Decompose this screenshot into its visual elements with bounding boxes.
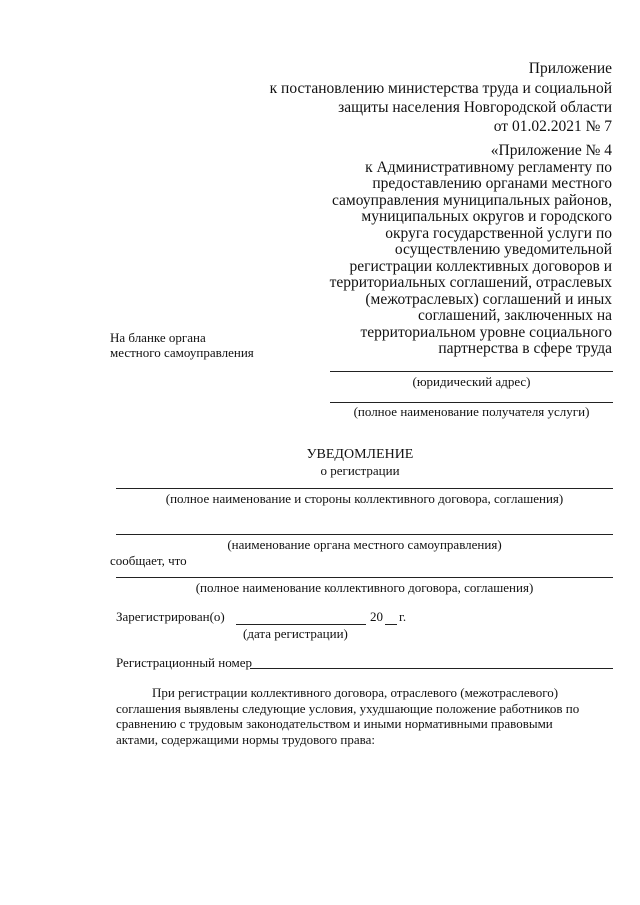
registration-date-line xyxy=(236,624,366,625)
appendix4-line: муниципальных округов и городского xyxy=(361,208,612,225)
authority-line xyxy=(116,534,613,535)
notice-subtitle: о регистрации xyxy=(320,463,400,478)
legal-address-line xyxy=(330,371,613,372)
agreement-caption: (полное наименование коллективного договора, соглашения) xyxy=(195,580,534,595)
parties-line xyxy=(116,488,613,489)
appendix4-line: территориальных соглашений, отраслевых xyxy=(329,274,612,291)
authority-caption: (наименование органа местного самоуправления) xyxy=(227,537,502,552)
appendix4-line: партнерства в сфере труда xyxy=(438,340,612,357)
letterhead-line-2: местного самоуправления xyxy=(110,345,254,360)
reports-text: сообщает, что xyxy=(110,553,187,568)
appendix4-line: регистрации коллективных договоров и xyxy=(349,257,612,275)
header-line-2: к постановлению министерства труда и социальной xyxy=(269,80,612,97)
conditions-paragraph xyxy=(116,685,616,747)
appendix4-line: осуществлению уведомительной xyxy=(394,241,612,258)
appendix4-line: «Приложение № 4 xyxy=(490,142,612,159)
appendix4-line: к Административному регламенту по xyxy=(365,158,612,176)
paragraph-line: актами, содержащими нормы трудового права: xyxy=(116,731,375,747)
header-line-1: Приложение xyxy=(528,60,612,77)
year-line xyxy=(385,624,397,625)
registered-label: Зарегистрирован(о) xyxy=(116,609,225,624)
paragraph-line: При регистрации коллективного договора, отраслевого (межотраслевого) xyxy=(152,685,559,700)
recipient-caption: (полное наименование получателя услуги) xyxy=(353,404,590,419)
year-prefix: 20 xyxy=(370,609,383,624)
header-line-3: защиты населения Новгородской области xyxy=(338,99,612,116)
letterhead-line-1: На бланке органа xyxy=(110,330,206,345)
reg-number-line xyxy=(250,668,613,669)
reg-number-label: Регистрационный номер xyxy=(116,655,252,670)
legal-address-caption: (юридический адрес) xyxy=(412,374,531,389)
appendix4-line: соглашений, заключенных на xyxy=(418,307,612,324)
appendix4-line: предоставлению органами местного xyxy=(372,175,612,192)
appendix4-line: самоуправления муниципальных районов, xyxy=(331,191,612,209)
appendix4-line: (межотраслевых) соглашений и иных xyxy=(365,290,612,308)
appendix4-line: округа государственной услуги по xyxy=(385,224,612,242)
header-line-4: от 01.02.2021 № 7 xyxy=(493,118,612,135)
date-caption: (дата регистрации) xyxy=(243,626,348,641)
paragraph-line: сравнению с трудовым законодательством и иными нормативными правовыми xyxy=(116,716,553,731)
notice-title: УВЕДОМЛЕНИЕ xyxy=(306,447,414,462)
recipient-line xyxy=(330,402,613,403)
agreement-line xyxy=(116,577,613,578)
appendix4-line: территориальном уровне социального xyxy=(360,323,612,341)
parties-caption: (полное наименование и стороны коллективного договора, соглашения) xyxy=(165,491,564,506)
year-suffix: г. xyxy=(399,609,407,624)
paragraph-line: соглашения выявлены следующие условия, ухудшающие положение работников по xyxy=(116,700,580,716)
appendix4-block xyxy=(330,143,612,358)
